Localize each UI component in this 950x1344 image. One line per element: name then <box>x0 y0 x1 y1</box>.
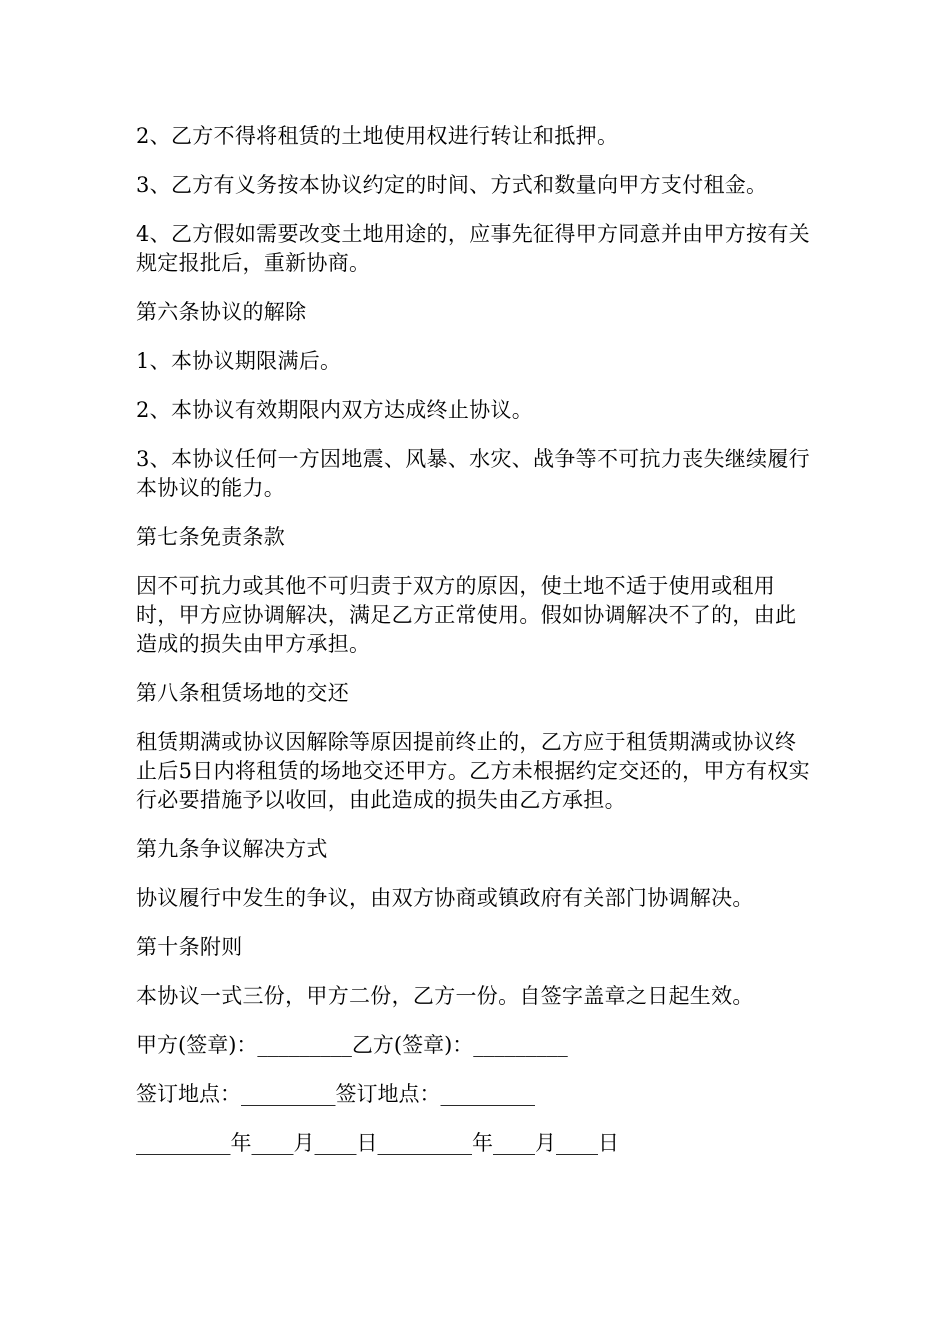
clause-6-item-2: 2、本协议有效期限内双方达成终止协议。 <box>136 398 534 422</box>
clause-5-item-3: 3、乙方有义务按本协议约定的时间、方式和数量向甲方支付租金。 <box>136 173 768 197</box>
clause-5-item-4: 4、乙方假如需要改变土地用途的，应事先征得甲方同意并由甲方按有关规定报批后，重新协商。 <box>136 222 810 275</box>
clause-10-heading: 第十条附则 <box>136 935 243 959</box>
clause-7-body: 因不可抗力或其他不可归责于双方的原因，使土地不适于使用或租用时，甲方应协调解决，满足乙方正常使用。假如协调解决不了的，由此造成的损失由甲方承担。 <box>136 574 797 656</box>
clause-6-item-3: 3、本协议任何一方因地震、风暴、水灾、战争等不可抗力丧失继续履行本协议的能力。 <box>136 447 810 500</box>
signature-place-line: 签订地点：_________签订地点：_________ <box>136 1082 535 1106</box>
clause-5-item-2: 2、乙方不得将租赁的土地使用权进行转让和抵押。 <box>136 124 619 148</box>
signature-parties-line: 甲方(签章)：_________乙方(签章)：_________ <box>136 1033 568 1057</box>
signature-date-line: _________年____月____日_________年____月____日 <box>136 1131 619 1155</box>
clause-10-body: 本协议一式三份，甲方二份，乙方一份。自签字盖章之日起生效。 <box>136 984 754 1008</box>
clause-9-body: 协议履行中发生的争议，由双方协商或镇政府有关部门协调解决。 <box>136 886 754 910</box>
document-page <box>136 122 816 1178</box>
clause-8-heading: 第八条租赁场地的交还 <box>136 681 349 705</box>
clause-8-body: 租赁期满或协议因解除等原因提前终止的，乙方应于租赁期满或协议终止后5日内将租赁的场地交还甲方。乙方未根据约定交还的，甲方有权实行必要措施予以收回，由此造成的损失由乙方承担。 <box>136 730 810 812</box>
clause-9-heading: 第九条争议解决方式 <box>136 837 328 861</box>
clause-6-item-1: 1、本协议期限满后。 <box>136 349 342 373</box>
clause-6-heading: 第六条协议的解除 <box>136 300 307 324</box>
clause-7-heading: 第七条免责条款 <box>136 525 286 549</box>
